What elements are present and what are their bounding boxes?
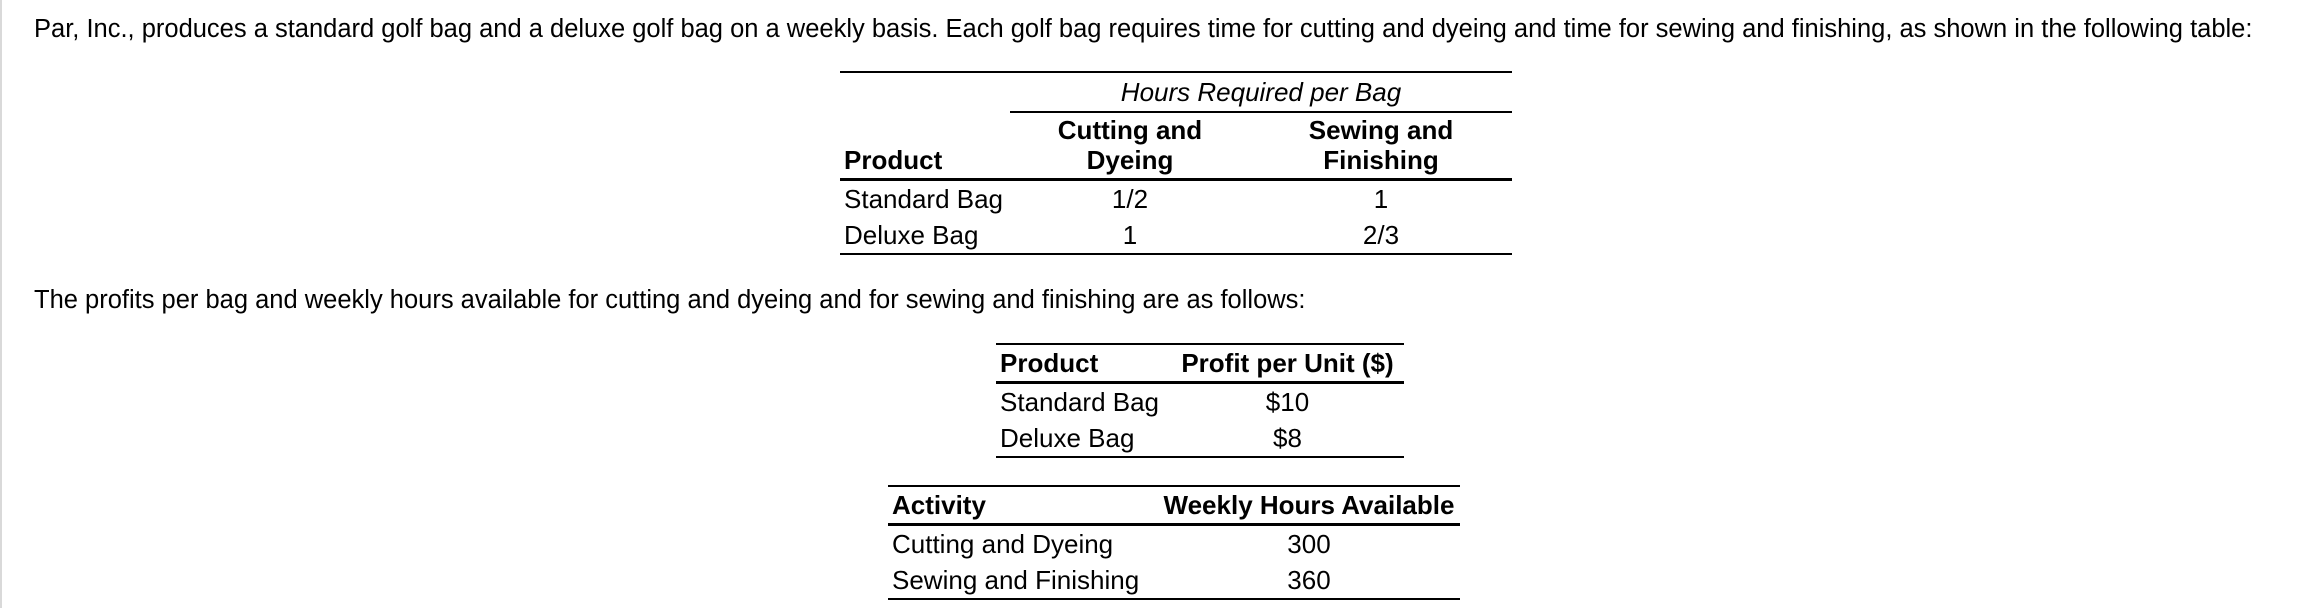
profit-cell: $8 bbox=[1273, 422, 1302, 453]
product-cell: Deluxe Bag bbox=[844, 219, 979, 250]
hours-table-empty-cell bbox=[840, 72, 1010, 112]
activity-cell: Cutting and Dyeing bbox=[892, 528, 1114, 559]
weekly-hours-header-row bbox=[888, 486, 1460, 525]
profit-table-header-row bbox=[996, 344, 1404, 383]
sewing-header-line1: Sewing and bbox=[1308, 115, 1454, 145]
activity-header: Activity bbox=[888, 486, 1158, 525]
sewing-header-line2: Finishing bbox=[1323, 145, 1439, 175]
product-cell: Standard Bag bbox=[844, 183, 1004, 214]
sewing-hours-cell: 1 bbox=[1373, 183, 1389, 214]
table-row bbox=[996, 383, 1404, 421]
sewing-hours-cell: 2/3 bbox=[1362, 219, 1400, 250]
profit-per-unit-table bbox=[996, 343, 1404, 458]
weekly-hours-table bbox=[888, 485, 1460, 600]
product-cell: Deluxe Bag bbox=[1000, 422, 1135, 453]
hours-table-header-row bbox=[840, 112, 1512, 180]
cutting-hours-cell: 1/2 bbox=[1111, 183, 1149, 214]
intro-paragraph: Par, Inc., produces a standard golf bag and a deluxe golf bag on a weekly basis. Each golf bag requires time for cutting and dyeing and time for sewing and finishing, as shown in the following table: bbox=[34, 15, 2253, 43]
cutting-header-line1: Cutting and bbox=[1057, 115, 1203, 145]
table-row bbox=[888, 562, 1460, 599]
hours-required-table bbox=[840, 71, 1512, 255]
profit-table-product-header: Product bbox=[996, 344, 1171, 383]
hours-table-group-header-row bbox=[840, 72, 1512, 112]
cutting-hours-cell: 1 bbox=[1122, 219, 1138, 250]
table-row bbox=[996, 420, 1404, 457]
profit-cell: $10 bbox=[1265, 386, 1310, 417]
cutting-header-line2: Dyeing bbox=[1086, 145, 1174, 175]
product-cell: Standard Bag bbox=[1000, 386, 1160, 417]
hours-cell: 360 bbox=[1287, 564, 1331, 595]
table-row bbox=[840, 180, 1512, 218]
weekly-hours-available-header: Weekly Hours Available bbox=[1158, 486, 1460, 525]
hours-required-group-header: Hours Required per Bag bbox=[1010, 72, 1512, 112]
cutting-dyeing-header bbox=[1010, 112, 1250, 180]
profit-per-unit-header: Profit per Unit ($) bbox=[1171, 344, 1404, 383]
hours-table-product-header: Product bbox=[840, 112, 1010, 180]
table-row bbox=[840, 217, 1512, 254]
hours-cell: 300 bbox=[1287, 528, 1331, 559]
table-row bbox=[888, 525, 1460, 563]
activity-cell: Sewing and Finishing bbox=[892, 564, 1140, 595]
sewing-finishing-header bbox=[1250, 112, 1512, 180]
profits-paragraph: The profits per bag and weekly hours available for cutting and dyeing and for sewing and finishing are as follows: bbox=[34, 286, 1306, 314]
